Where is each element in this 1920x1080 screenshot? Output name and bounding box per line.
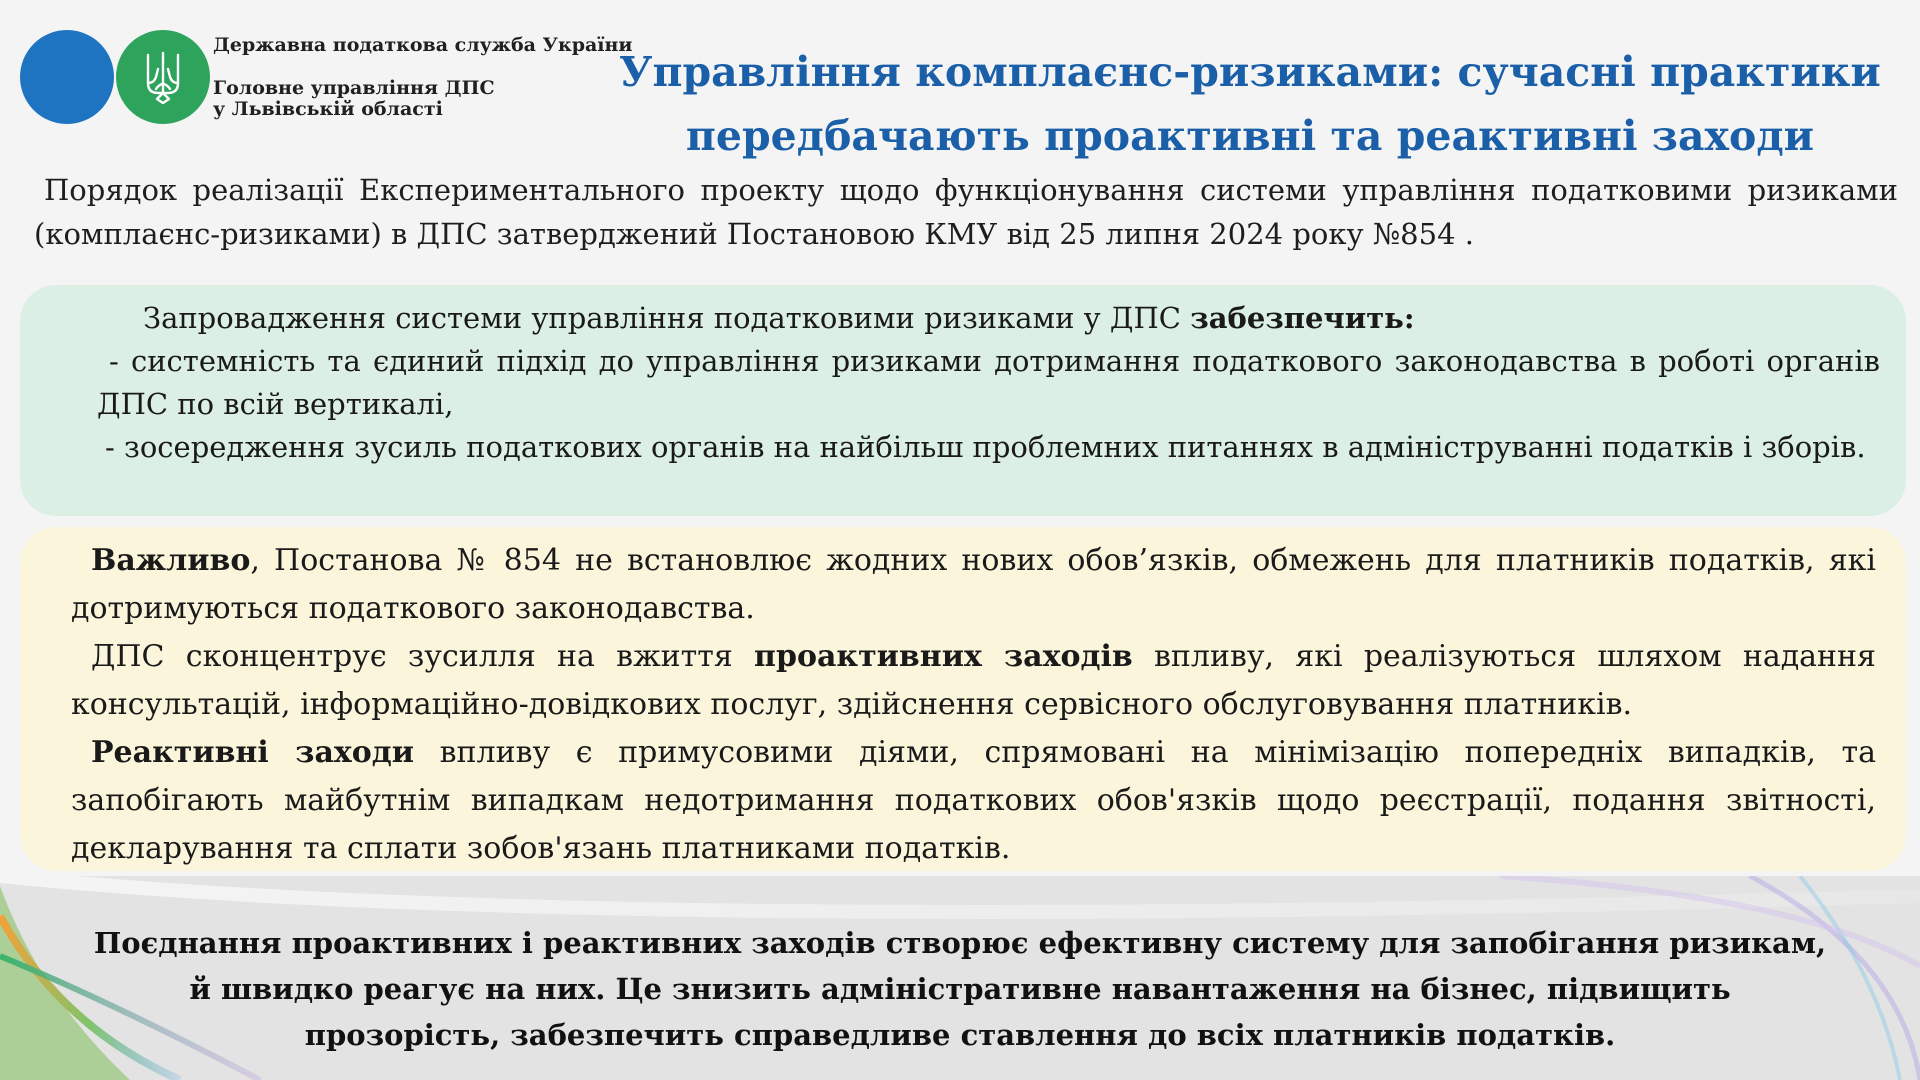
yellow-p1-text: , Постанова № 854 не встановлює жодних нових обов’язків, обмежень для платників податків, які дотримуються податкового законодавства. bbox=[71, 543, 1876, 626]
page-title bbox=[600, 40, 1900, 168]
yellow-paragraph-1 bbox=[71, 537, 1876, 633]
green-bullet-2: - зосередження зусиль податкових органів на найбільш проблемних питаннях в адмініструванні податків і зборів. bbox=[105, 430, 1866, 464]
org-name: Державна податкова служба України bbox=[213, 34, 633, 56]
yellow-p2-start: ДПС сконцентрує зусилля на вжиття bbox=[91, 639, 755, 674]
reactive-measures-label: Реактивні заходи bbox=[91, 735, 415, 770]
green-info-box bbox=[20, 285, 1906, 516]
footer-banner bbox=[0, 876, 1920, 1080]
footer-line-3: прозорість, забезпечить справедливе ставлення до всіх платників податків. bbox=[304, 1018, 1616, 1052]
intro-paragraph bbox=[34, 168, 1898, 256]
yellow-info-box bbox=[20, 527, 1906, 871]
yellow-p3-text: впливу є примусовими діями, спрямовані на мінімізацію попередніх випадків, та запобігають майбутнім випадкам недотримання податкових обов'язків щодо реєстрації, подання звітності, декларування та сплати зобов'язань платниками податків. bbox=[71, 735, 1876, 866]
logo-blue-circle bbox=[20, 30, 114, 124]
proactive-measures-label: проактивних заходів bbox=[754, 639, 1133, 674]
footer-text bbox=[60, 920, 1860, 1058]
title-line-2: передбачають проактивні та реактивні заходи bbox=[685, 112, 1815, 160]
logo-green-circle bbox=[116, 30, 210, 124]
footer-line-1: Поєднання проактивних і реактивних заходів створює ефективну систему для запобігання ризикам, bbox=[93, 926, 1827, 960]
yellow-p2-end: впливу, які реалізуються шляхом надання консультацій, інформаційно-довідкових послуг, здійснення сервісного обслуговування платників. bbox=[71, 639, 1876, 722]
trident-icon bbox=[144, 49, 182, 105]
green-lead-text: Запровадження системи управління податковими ризиками у ДПС bbox=[143, 301, 1191, 335]
intro-text: Порядок реалізації Експериментального проекту щодо функціонування системи управління податковими ризиками (комплаєнс-ризиками) в ДПС затверджений Постановою КМУ від 25 липня 2024 року №854 . bbox=[34, 173, 1898, 251]
important-label: Важливо bbox=[91, 543, 251, 578]
dept-line-1: Головне управління ДПС bbox=[213, 77, 495, 99]
yellow-paragraph-2 bbox=[71, 633, 1876, 729]
green-lead bbox=[97, 297, 1880, 340]
footer-line-2: й швидко реагує на них. Це знизить адміністративне навантаження на бізнес, підвищить bbox=[189, 972, 1731, 1006]
yellow-paragraph-3 bbox=[71, 729, 1876, 873]
title-line-1: Управління комплаєнс-ризиками: сучасні практики bbox=[619, 48, 1881, 96]
green-lead-bold: забезпечить: bbox=[1190, 301, 1415, 335]
dept-line-2: у Львівській області bbox=[213, 98, 443, 120]
green-bullet-1: - системність та єдиний підхід до управління ризиками дотримання податкового законодавства в роботі органів ДПС по всій вертикалі, bbox=[97, 344, 1880, 421]
